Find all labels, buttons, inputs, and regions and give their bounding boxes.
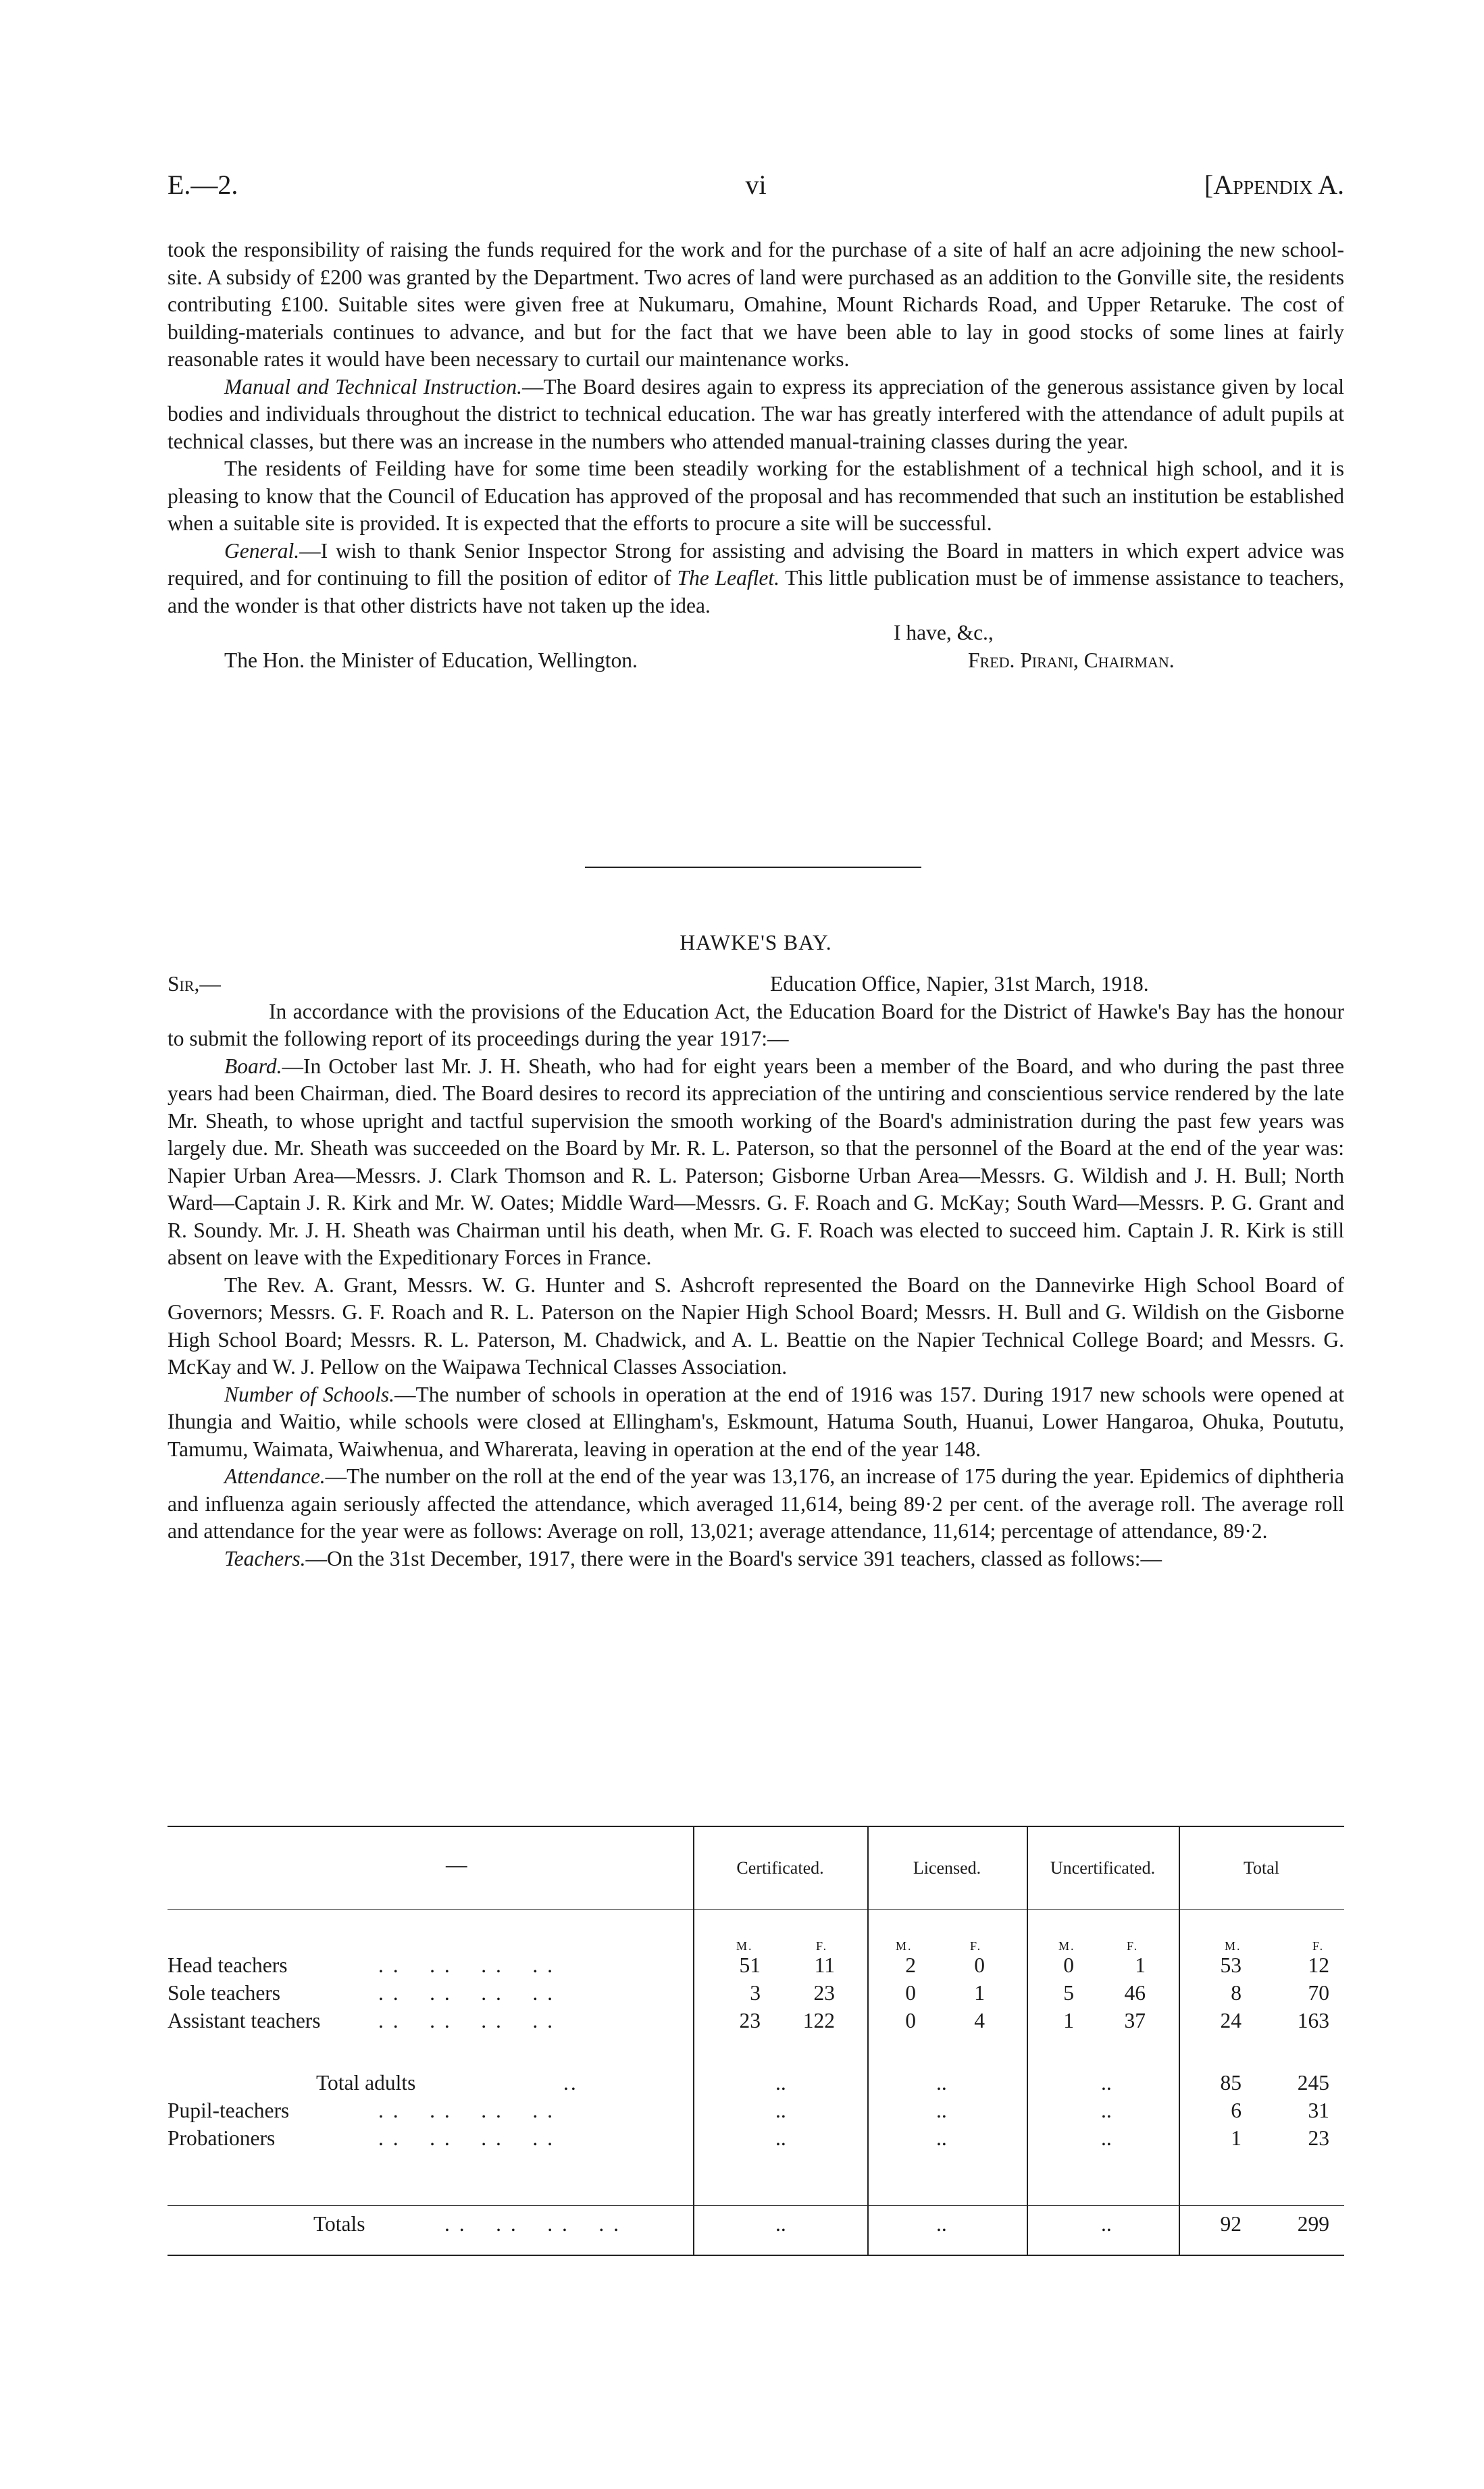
empty-cell: .. xyxy=(936,2071,947,2095)
cell-lic-f: 0 xyxy=(974,1953,985,1977)
empty-cell: .. xyxy=(936,2212,947,2236)
col-divider-1 xyxy=(693,1826,694,2255)
paragraph-intro: In accordance with the provisions of the Education Act, the Education Board for the District of Hawke's Bay has the honour to submit the following report of its proceedings during the year 1917:— xyxy=(168,999,1344,1050)
paragraph-teachers: Teachers.—On the 31st December, 1917, there were in the Board's service 391 teachers, classed as follows:— xyxy=(224,1546,1162,1570)
cell-uncert-f: 46 xyxy=(1124,1981,1146,2005)
subhead-f: F. xyxy=(1312,1939,1325,1953)
section-heading: HAWKE'S BAY. xyxy=(680,931,832,954)
cell-uncert-m: 0 xyxy=(1063,1953,1074,1977)
cell-cert-m: 23 xyxy=(739,2009,761,2032)
cell-lic-m: 0 xyxy=(905,1981,916,2005)
leader-dots: . . . . . . . . xyxy=(378,2099,555,2122)
cell-total-f: 163 xyxy=(1297,2009,1329,2032)
subhead-m: M. xyxy=(1225,1939,1242,1953)
paragraph-feilding: The residents of Feilding have for some time been steadily working for the establishment of a technical high school, and it is pleasing to know that the Council of Education has approved of the proposal and has recommended that such an institution be established when a suitable site is provided. It is expected that the efforts to procure a site will be successful. xyxy=(168,457,1344,535)
cell-cert-f: 23 xyxy=(813,1981,835,2005)
empty-cell: .. xyxy=(1101,2071,1112,2095)
row-label: Assistant teachers xyxy=(168,2009,321,2032)
row-label: Pupil-teachers xyxy=(168,2099,290,2122)
cell-uncert-m: 1 xyxy=(1063,2009,1074,2032)
col-divider-2 xyxy=(867,1826,869,2255)
leader-dots: . . . . . . . . xyxy=(444,2212,621,2236)
leader-dots: .. xyxy=(563,2071,578,2095)
leader-dots: . . . . . . . . xyxy=(378,2009,555,2032)
paragraph-attendance: Attendance.—The number on the roll at the end of the year was 13,176, an increase of 175 during the year. Epidemics of diphtheria and influenza again seriously affected the attendance, which averaged 11,614, being 89·2 per cent. of the average roll. The average roll and attendance for the year were as follows: Average on roll, 13,021; average attendance, 11,614; percentage of attendance, 89·2. xyxy=(168,1464,1344,1543)
page-header xyxy=(168,169,1344,209)
header-reference: E.—2. xyxy=(168,170,238,200)
col-divider-3 xyxy=(1027,1826,1028,2255)
col-uncertificated: Uncertificated. xyxy=(1050,1858,1156,1878)
row-label: Total adults xyxy=(316,2071,416,2095)
paragraph-general: General.—I wish to thank Senior Inspector Strong for assisting and advising the Board in matters in which expert advice was required, and for continuing to fill the position of editor of The Leaflet. This little publication must be of immense assistance to teachers, and the wonder is that other districts have not taken up the idea. xyxy=(168,538,1344,617)
cell-uncert-f: 1 xyxy=(1135,1953,1146,1977)
empty-cell: .. xyxy=(1101,2099,1112,2122)
teachers-title: Teachers. xyxy=(224,1546,306,1570)
addressee: The Hon. the Minister of Education, Wellington. xyxy=(224,648,638,672)
col-certificated: Certificated. xyxy=(736,1858,824,1878)
empty-cell: .. xyxy=(775,2099,786,2122)
cell-total-m: 92 xyxy=(1220,2212,1242,2236)
board-title: Board. xyxy=(224,1054,282,1078)
subhead-m: M. xyxy=(1058,1939,1075,1953)
salutation: Sir,— xyxy=(168,972,221,996)
paragraph-board: Board.—In October last Mr. J. H. Sheath, who had for eight years been a member of the Board, and who during the past three years had been Chairman, died. The Board desires to record its appreciation of the untiring and conscientious service rendered by the late Mr. Sheath, to whose upright and tactful supervision the smooth working of the Board's administration during the past few years was largely due. Mr. Sheath was succeeded on the Board by Mr. R. L. Paterson, so that the personnel of the Board at the end of the year was: Napier Urban Area—Messrs. J. Clark Thomson and R. L. Paterson; Gisborne Urban Area—Messrs. G. Wildish and J. H. Bull; North Ward—Captain J. R. Kirk and Mr. W. Oates; Middle Ward—Messrs. G. F. Roach and G. McKay; South Ward—Messrs. P. G. Grant and R. Soundy. Mr. J. H. Sheath was Chairman until his death, when Mr. G. F. Roach was elected to succeed him. Captain J. R. Kirk is still absent on leave with the Expeditionary Forces in France. xyxy=(168,1054,1344,1269)
cell-total-f: 70 xyxy=(1308,1981,1329,2005)
office-dateline: Education Office, Napier, 31st March, 1918. xyxy=(770,972,1149,996)
section-hawkes-bay xyxy=(168,971,1344,1572)
row-label: Probationers xyxy=(168,2126,276,2150)
cell-total-f: 23 xyxy=(1308,2126,1329,2150)
table-bottom-rule xyxy=(168,2255,1344,2256)
cell-cert-m: 51 xyxy=(739,1953,761,1977)
cell-total-f: 12 xyxy=(1308,1953,1329,1977)
empty-cell: .. xyxy=(936,2126,947,2150)
col-divider-4 xyxy=(1179,1826,1180,2255)
cell-total-m: 8 xyxy=(1231,1981,1242,2005)
cell-lic-f: 4 xyxy=(974,2009,985,2032)
general-title: General. xyxy=(224,538,300,563)
table-totals-rule xyxy=(168,2205,1344,2206)
subhead-f: F. xyxy=(1127,1939,1139,1953)
empty-cell: .. xyxy=(775,2212,786,2236)
leader-dots: . . . . . . . . xyxy=(378,2126,555,2150)
cell-total-m: 1 xyxy=(1231,2126,1242,2150)
col-licensed: Licensed. xyxy=(913,1858,981,1878)
empty-cell: .. xyxy=(775,2071,786,2095)
cell-uncert-m: 5 xyxy=(1063,1981,1074,2005)
section-upper xyxy=(168,236,1344,674)
header-appendix: [Appendix A. xyxy=(1204,170,1344,200)
table-top-rule xyxy=(168,1826,1344,1827)
cell-total-f: 245 xyxy=(1297,2071,1329,2095)
manual-title: Manual and Technical Instruction. xyxy=(224,374,523,399)
paragraph-sites: took the responsibility of raising the funds required for the work and for the purchase of a site of half an acre adjoining the new school-site. A subsidy of £200 was granted by the Department. Two acres of land were purchased as an addition to the Gonville site, the residents contributing £100. Suitable sites were given free at Nukumaru, Omahine, Mount Richards Road, and Upper Retaruke. The cost of building-materials continues to advance, and but for the fact that we have been able to lay in good stocks of some lines at fairly reasonable rates it would have been necessary to curtail our maintenance works. xyxy=(168,238,1344,371)
paragraph-manual-instruction: Manual and Technical Instruction.—The Board desires again to express its appreciation of the generous assistance given by local bodies and individuals throughout the district to technical education. The war has greatly interfered with the attendance of adult pupils at technical classes, but there was an increase in the numbers who attended manual-training classes during the year. xyxy=(168,374,1344,453)
empty-cell: .. xyxy=(936,2099,947,2122)
closing-ihave: I have, &c., xyxy=(894,621,994,644)
section-divider xyxy=(585,867,921,868)
cell-lic-m: 0 xyxy=(905,2009,916,2032)
salutation-row xyxy=(168,971,1344,998)
subhead-f: F. xyxy=(816,1939,828,1953)
cell-lic-f: 1 xyxy=(974,1981,985,2005)
empty-cell: .. xyxy=(1101,2212,1112,2236)
cell-total-f: 31 xyxy=(1308,2099,1329,2122)
cell-cert-f: 11 xyxy=(814,1953,835,1977)
signature-row-2 xyxy=(168,647,1344,675)
schools-title: Number of Schools. xyxy=(224,1382,394,1406)
cell-total-m: 24 xyxy=(1220,2009,1242,2032)
subhead-m: M. xyxy=(736,1939,753,1953)
paragraph-representatives: The Rev. A. Grant, Messrs. W. G. Hunter and S. Ashcroft represented the Board on the Dannevirke High School Board of Governors; Messrs. G. F. Roach and R. L. Paterson on the Napier High School Board; Messrs. H. Bull and G. Wildish on the Gisborne High School Board; Messrs. R. L. Paterson, M. Chadwick, and A. L. Beattie on the Napier Technical College Board; and Messrs. G. McKay and W. J. Pellow on the Waipawa Technical Classes Association. xyxy=(168,1273,1344,1379)
subhead-f: F. xyxy=(970,1939,982,1953)
chairman-signature: Fred. Pirani, Chairman. xyxy=(968,648,1175,672)
row-label: Totals xyxy=(313,2212,365,2236)
leaflet-title: The Leaflet. xyxy=(677,566,779,590)
cell-total-m: 85 xyxy=(1220,2071,1242,2095)
cell-lic-m: 2 xyxy=(905,1953,916,1977)
table-header-rule xyxy=(168,1909,1344,1910)
paragraph-schools: Number of Schools.—The number of schools in operation at the end of 1916 was 157. During 1917 new schools were opened at Ihungia and Waitio, while schools were closed at Ellingham's, Eskmount, Hatuma South, Huanui, Lower Hangaroa, Ohuka, Poututu, Tamumu, Waimata, Waiwhenua, and Wharerata, leaving in operation at the end of the year 148. xyxy=(168,1382,1344,1461)
teachers-table xyxy=(168,1826,1344,2258)
subhead-m: M. xyxy=(896,1939,913,1953)
cell-cert-m: 3 xyxy=(750,1981,761,2005)
cell-uncert-f: 37 xyxy=(1124,2009,1146,2032)
col-total: Total xyxy=(1243,1858,1280,1878)
cell-total-f: 299 xyxy=(1297,2212,1329,2236)
signature-row-1 xyxy=(168,619,1344,647)
attendance-title: Attendance. xyxy=(224,1464,326,1488)
cell-total-m: 6 xyxy=(1231,2099,1242,2122)
row-label: Sole teachers xyxy=(168,1981,281,2005)
page-number: vi xyxy=(745,170,767,200)
row-label: Head teachers xyxy=(168,1953,288,1977)
empty-cell: .. xyxy=(775,2126,786,2150)
cell-cert-f: 122 xyxy=(802,2009,835,2032)
cell-total-m: 53 xyxy=(1220,1953,1242,1977)
empty-cell: .. xyxy=(1101,2126,1112,2150)
leader-dots: . . . . . . . . xyxy=(378,1953,555,1977)
header-dash: — xyxy=(446,1853,467,1876)
leader-dots: . . . . . . . . xyxy=(378,1981,555,2005)
